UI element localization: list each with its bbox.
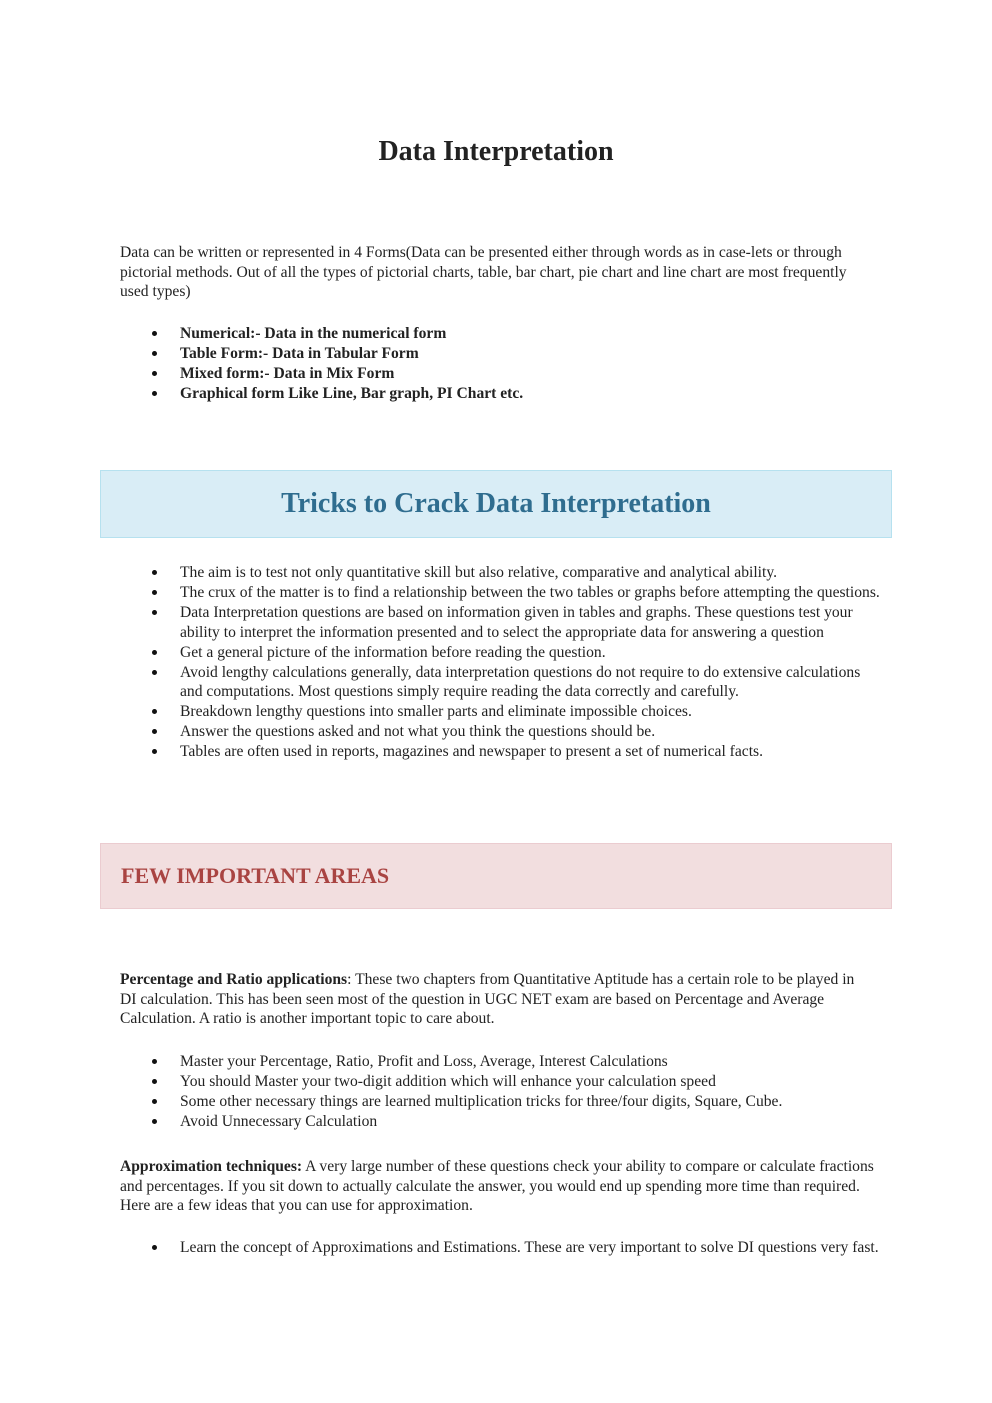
approximation-label: Approximation techniques: <box>120 1158 303 1175</box>
forms-list <box>120 324 872 404</box>
page-title: Data Interpretation <box>378 136 614 167</box>
intro-paragraph: Data can be written or represented in 4 Forms(Data can be presented either through words as in case-lets or through pictorial methods. Out of all the types of pictorial charts, table, bar chart, pie chart and line chart are most frequently used types) <box>120 244 847 300</box>
list-item: Graphical form Like Line, Bar graph, PI Chart etc. <box>120 384 872 404</box>
list-item: Get a general picture of the information before reading the question. <box>120 643 880 663</box>
list-item: Master your Percentage, Ratio, Profit and Loss, Average, Interest Calculations <box>120 1052 880 1072</box>
list-item: Breakdown lengthy questions into smaller parts and eliminate impossible choices. <box>120 702 880 722</box>
list-item: Table Form:- Data in Tabular Form <box>120 344 872 364</box>
percentage-text: : These two chapters from Quantitative Aptitude has a certain role to be played in DI calculation. This has been seen most of the question in UGC NET exam are based on Percentage and Average Calculation. A ratio is another important topic to care about. <box>120 971 855 1027</box>
percentage-label: Percentage and Ratio applications <box>120 971 348 988</box>
list-item: Numerical:- Data in the numerical form <box>120 324 872 344</box>
approximation-paragraph <box>120 1157 880 1216</box>
list-item: Data Interpretation questions are based on information given in tables and graphs. These questions test your ability to interpret the information presented and to select the appropriate data for answering a question <box>120 603 880 642</box>
percentage-paragraph <box>120 970 872 1029</box>
tricks-list <box>120 563 880 762</box>
percentage-list <box>120 1052 880 1132</box>
list-item: The crux of the matter is to find a relationship between the two tables or graphs before attempting the questions. <box>120 583 880 603</box>
list-item: You should Master your two-digit addition which will enhance your calculation speed <box>120 1072 880 1092</box>
tricks-heading: Tricks to Crack Data Interpretation <box>281 488 711 519</box>
list-item: The aim is to test not only quantitative skill but also relative, comparative and analytical ability. <box>120 563 880 583</box>
areas-heading-band <box>100 843 892 909</box>
list-item: Learn the concept of Approximations and Estimations. These are very important to solve DI questions very fast. <box>120 1238 880 1258</box>
approximation-list <box>120 1238 880 1258</box>
tricks-heading-band <box>100 470 892 538</box>
approximation-text: A very large number of these questions check your ability to compare or calculate fractions and percentages. If you sit down to actually calculate the answer, you would end up spending more time than required. Here are a few ideas that you can use for approximation. <box>120 1158 874 1214</box>
list-item: Avoid Unnecessary Calculation <box>120 1112 880 1132</box>
areas-heading: FEW IMPORTANT AREAS <box>121 863 390 888</box>
list-item: Tables are often used in reports, magazines and newspaper to present a set of numerical facts. <box>120 742 880 762</box>
list-item: Mixed form:- Data in Mix Form <box>120 364 872 384</box>
list-item: Answer the questions asked and not what you think the questions should be. <box>120 722 880 742</box>
list-item: Avoid lengthy calculations generally, data interpretation questions do not require to do extensive calculations and computations. Most questions simply require reading the data correctly and carefully. <box>120 663 880 702</box>
list-item: Some other necessary things are learned multiplication tricks for three/four digits, Square, Cube. <box>120 1092 880 1112</box>
